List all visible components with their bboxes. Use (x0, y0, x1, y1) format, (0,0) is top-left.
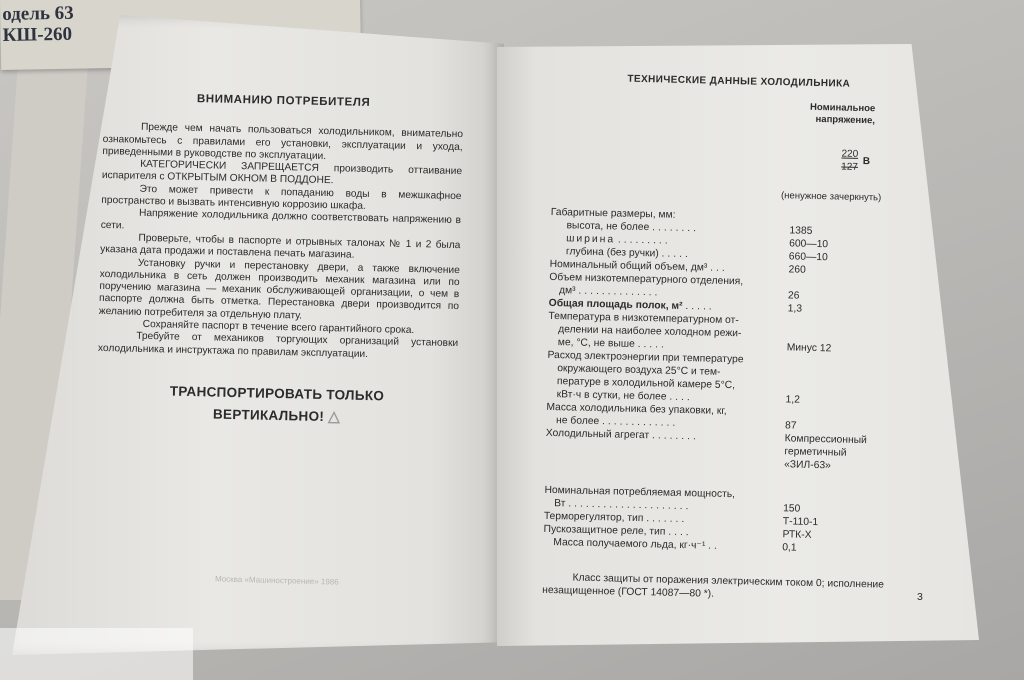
page-number: 3 (917, 591, 923, 603)
spec-value: 0,1 (782, 542, 797, 554)
spec-row: Масса получаемого льда, кг·ч⁻¹ .. 0,1 (553, 537, 797, 554)
spec-value: 1,3 (787, 303, 803, 315)
spec-row: Вт ..................... 150 (554, 498, 801, 515)
imprint-footer: Москва «Машиностроение» 1986 (214, 574, 339, 587)
spec-label: Вт (554, 498, 566, 510)
spec-value: «ЗИЛ-63» (784, 459, 831, 472)
spec-value: РТК-Х (782, 529, 812, 541)
spec-label: Габаритные размеры, мм: (550, 206, 676, 221)
spec-list (543, 206, 911, 557)
voltage-127: 127 (841, 161, 859, 173)
spec-title: ТЕХНИЧЕСКИЕ ДАННЫЕ ХОЛОДИЛЬНИКА (627, 73, 851, 90)
voltage-block (551, 96, 913, 214)
spec-value: 150 (783, 503, 801, 515)
spec-label: кВт·ч в сутки, не более (556, 389, 667, 403)
paragraph: Установку ручки и перестановку двери, а также включение холодильника в сеть должен производить механик магазина или по поручению магазина — механик обслуживающей организации, о чем в паспорте должна быть отметка. Перестановка двери производится по желанию потребителя за отдельную плату. (98, 257, 460, 322)
transport-warning (96, 379, 457, 431)
spec-label: Масса получаемого льда, кг·ч⁻¹ (553, 537, 706, 552)
spec-row: высота, не более ........ 1385 (566, 220, 813, 237)
paragraph: Требуйте от механиков торгующих организаций установки холодильника и инструктажа по правилам эксплуатации. (97, 331, 459, 360)
factory-logo-icon: △ (327, 408, 341, 426)
spec-label: Расход электроэнергии при температуре (547, 349, 744, 366)
spec-value: герметичный (784, 446, 847, 459)
voltage-label (810, 102, 876, 127)
underlying-title-line-1: одель 63 (2, 2, 74, 25)
paragraph: Это может привести к попаданию воды в межшкафное пространство и вызвать интенсивную коррозию шкафа. (101, 183, 462, 213)
spec-label: Масса холодильника без упаковки, кг, (546, 401, 727, 417)
paragraph: Напряжение холодильника должно соответствовать напряжению в сети. (100, 208, 462, 232)
paragraph: Проверьте, чтобы в паспорте и отрывных талонах № 1 и 2 была указана дата продажи и поставлена печать магазина. (100, 232, 461, 261)
spec-label: делении на наиболее холодном режи- (558, 324, 742, 340)
spec-value: 660—10 (788, 251, 828, 264)
spec-value: 600—10 (789, 238, 829, 251)
spec-label: Объем низкотемпературного отделения, (549, 271, 744, 288)
spec-value: 1385 (789, 225, 813, 237)
spec-row: кВт·ч в сутки, не более .... 1,2 (556, 389, 801, 406)
underlying-booklet-title (2, 3, 74, 46)
paragraph: КАТЕГОРИЧЕСКИ ЗАПРЕЩАЕТСЯ производить оттаивание испарителя с ОТКРЫТЫМ ОКНОМ В ПОДДОНЕ. (101, 158, 463, 187)
transport-warning-line-1: ТРАНСПОРТИРОВАТЬ ТОЛЬКО (169, 383, 385, 404)
voltage-fraction (841, 148, 858, 174)
spec-label: Терморегулятор, тип (543, 510, 644, 525)
spec-label: ширина (566, 233, 616, 246)
spec-label: Общая площадь полок, м² (548, 297, 683, 312)
transport-warning-line-2: ВЕРТИКАЛЬНО! (212, 406, 325, 424)
spec-value: Компрессионный (784, 433, 867, 447)
paragraph: Прежде чем начать пользоваться холодильником, внимательно ознакомьтесь с правилами его установки, эксплуатации и ухода, приведенными в руководстве по эксплуатации. (102, 122, 464, 162)
spec-row: Терморегулятор, тип ....... Т-110-1 (543, 510, 819, 529)
left-page-title: ВНИМАНИЮ ПОТРЕБИТЕЛЯ (196, 93, 371, 110)
underlying-title-line-2: КШ-260 (2, 23, 73, 46)
photo-corner-overlay (0, 628, 193, 680)
spec-value: 26 (787, 290, 800, 302)
spec-row: дм³ .............. 26 (558, 285, 800, 302)
right-page-text (542, 71, 914, 605)
spec-label: глубина (без ручки) (565, 246, 659, 260)
spec-row: Общая площадь полок, м² ..... 1,3 (548, 297, 803, 315)
spec-label: пературе в холодильной камере 5°С, (556, 376, 736, 392)
spec-label: Номинальная потребляемая мощность, (544, 484, 736, 501)
spec-label: высота, не более (566, 220, 650, 234)
spec-label: Пускозащитное реле, тип (543, 523, 666, 538)
voltage-note: (ненужное зачеркнуть) (780, 190, 882, 204)
voltage-unit: В (862, 156, 871, 168)
spec-row: не более ............. 87 (555, 415, 797, 432)
spec-row: глубина (без ручки) ..... 660—10 (565, 246, 828, 264)
spec-row: Холодильный агрегат ........ Компрессионный (545, 427, 867, 447)
spec-value: 87 (784, 420, 797, 432)
spec-value: 1,2 (785, 394, 801, 406)
spec-label: окружающего воздуха 25°С и тем- (557, 363, 721, 378)
spec-label: Холодильный агрегат (545, 427, 650, 442)
protection-class-note: Класс защиты от поражения электрическим током 0; исполнение незащищенное (ГОСТ 14087—80 *). (542, 572, 885, 600)
spec-label: Номинальный общий объем, дм³ (549, 258, 708, 274)
spec-row: ме, °С, не выше ..... Минус 12 (557, 337, 832, 355)
spec-label: Температура в низкотемпературном от- (548, 310, 739, 327)
spec-value: 260 (788, 264, 806, 276)
paragraph: Сохраняйте паспорт в течение всего гарантийного срока. (142, 318, 415, 337)
spec-row: Номинальный общий объем, дм³ ... 260 (549, 258, 806, 276)
spec-label: дм³ (558, 285, 576, 297)
voltage-label-line-1: Номинальное (809, 101, 876, 115)
spec-row: ширина ......... 600—10 (566, 233, 829, 251)
voltage-220: 220 (841, 148, 859, 160)
spec-row: Пускозащитное реле, тип .... РТК-Х (543, 523, 812, 541)
left-page-text (96, 91, 463, 431)
spec-value: Минус 12 (786, 342, 832, 355)
spec-label: не более (555, 415, 600, 428)
voltage-label-line-2: напряжение, (815, 113, 876, 127)
spec-label: ме, °С, не выше (557, 337, 635, 350)
spec-value: Т-110-1 (782, 516, 819, 529)
